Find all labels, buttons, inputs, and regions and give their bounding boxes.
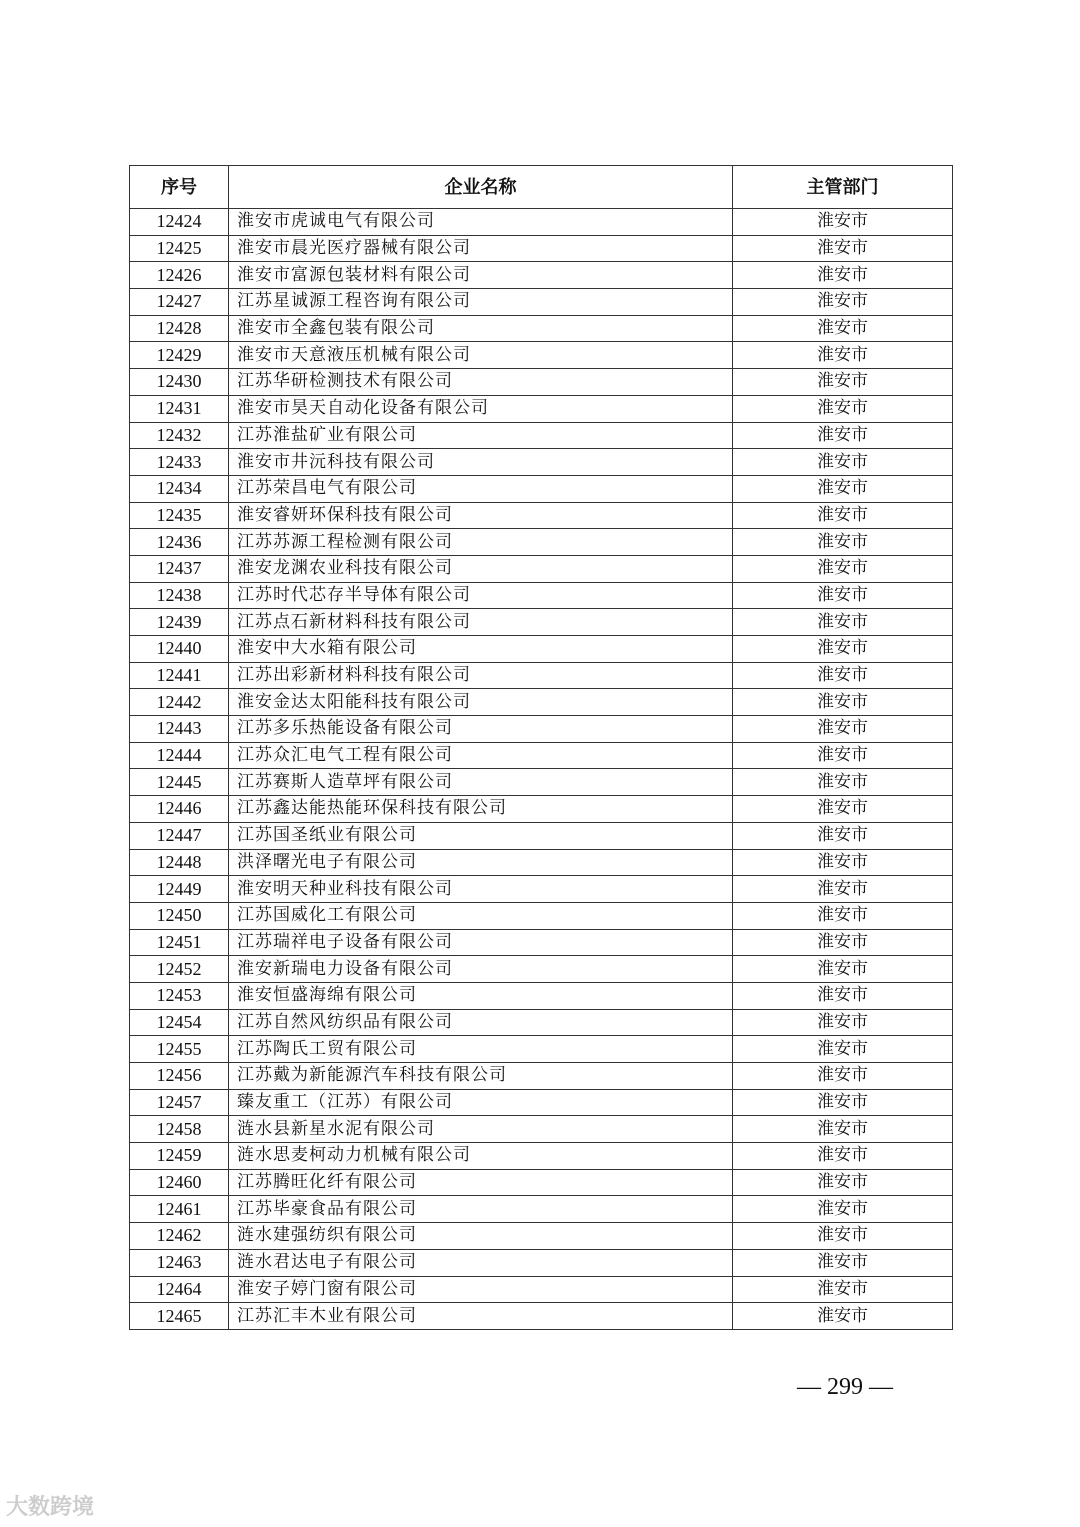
cell-department: 淮安市 [733, 1276, 953, 1303]
table-row [130, 822, 953, 849]
table-row [130, 315, 953, 342]
cell-department: 淮安市 [733, 902, 953, 929]
table-row [130, 849, 953, 876]
cell-department: 淮安市 [733, 1009, 953, 1036]
cell-serial: 12457 [130, 1089, 229, 1116]
cell-department: 淮安市 [733, 422, 953, 449]
cell-company-name: 洪泽曙光电子有限公司 [229, 849, 733, 876]
table-row [130, 876, 953, 903]
table-row [130, 982, 953, 1009]
cell-company-name: 淮安市全鑫包装有限公司 [229, 315, 733, 342]
cell-company-name: 涟水县新星水泥有限公司 [229, 1116, 733, 1143]
cell-company-name: 淮安恒盛海绵有限公司 [229, 982, 733, 1009]
header-serial: 序号 [130, 166, 229, 209]
cell-serial: 12443 [130, 716, 229, 743]
cell-company-name: 江苏点石新材料科技有限公司 [229, 609, 733, 636]
enterprise-table [129, 165, 953, 1330]
cell-serial: 12430 [130, 369, 229, 396]
cell-company-name: 淮安龙渊农业科技有限公司 [229, 555, 733, 582]
cell-department: 淮安市 [733, 769, 953, 796]
cell-serial: 12441 [130, 662, 229, 689]
cell-company-name: 淮安金达太阳能科技有限公司 [229, 689, 733, 716]
table-row [130, 1036, 953, 1063]
cell-serial: 12429 [130, 342, 229, 369]
table-row [130, 796, 953, 823]
cell-department: 淮安市 [733, 475, 953, 502]
cell-department: 淮安市 [733, 1143, 953, 1170]
cell-company-name: 淮安明天种业科技有限公司 [229, 876, 733, 903]
cell-company-name: 淮安子婷门窗有限公司 [229, 1276, 733, 1303]
cell-company-name: 江苏星诚源工程咨询有限公司 [229, 289, 733, 316]
cell-department: 淮安市 [733, 636, 953, 663]
table-row [130, 369, 953, 396]
cell-department: 淮安市 [733, 315, 953, 342]
cell-company-name: 淮安市晨光医疗器械有限公司 [229, 235, 733, 262]
cell-department: 淮安市 [733, 289, 953, 316]
cell-department: 淮安市 [733, 262, 953, 289]
cell-serial: 12448 [130, 849, 229, 876]
table-row [130, 1303, 953, 1330]
cell-company-name: 淮安中大水箱有限公司 [229, 636, 733, 663]
cell-serial: 12444 [130, 742, 229, 769]
table-row [130, 1143, 953, 1170]
cell-company-name: 江苏苏源工程检测有限公司 [229, 529, 733, 556]
cell-serial: 12433 [130, 449, 229, 476]
table-row [130, 689, 953, 716]
header-department: 主管部门 [733, 166, 953, 209]
table-row [130, 1249, 953, 1276]
table-row [130, 342, 953, 369]
cell-serial: 12426 [130, 262, 229, 289]
page-number: — 299 — [797, 1374, 893, 1400]
cell-department: 淮安市 [733, 1303, 953, 1330]
cell-serial: 12446 [130, 796, 229, 823]
cell-company-name: 淮安市井沅科技有限公司 [229, 449, 733, 476]
cell-department: 淮安市 [733, 1063, 953, 1090]
table-row [130, 662, 953, 689]
table-row [130, 769, 953, 796]
table-row [130, 502, 953, 529]
table-row [130, 1089, 953, 1116]
table-row [130, 1169, 953, 1196]
cell-serial: 12449 [130, 876, 229, 903]
table-row [130, 1063, 953, 1090]
cell-department: 淮安市 [733, 1116, 953, 1143]
cell-company-name: 江苏毕豪食品有限公司 [229, 1196, 733, 1223]
cell-serial: 12454 [130, 1009, 229, 1036]
cell-company-name: 江苏荣昌电气有限公司 [229, 475, 733, 502]
table-row [130, 1276, 953, 1303]
cell-department: 淮安市 [733, 849, 953, 876]
cell-serial: 12463 [130, 1249, 229, 1276]
cell-serial: 12424 [130, 209, 229, 236]
cell-serial: 12435 [130, 502, 229, 529]
table-row [130, 289, 953, 316]
cell-serial: 12434 [130, 475, 229, 502]
table-row [130, 422, 953, 449]
table-row [130, 235, 953, 262]
cell-serial: 12451 [130, 929, 229, 956]
cell-department: 淮安市 [733, 235, 953, 262]
cell-company-name: 江苏国圣纸业有限公司 [229, 822, 733, 849]
cell-serial: 12458 [130, 1116, 229, 1143]
cell-serial: 12438 [130, 582, 229, 609]
table-row [130, 449, 953, 476]
cell-company-name: 臻友重工（江苏）有限公司 [229, 1089, 733, 1116]
cell-serial: 12460 [130, 1169, 229, 1196]
cell-company-name: 江苏自然风纺织品有限公司 [229, 1009, 733, 1036]
cell-serial: 12440 [130, 636, 229, 663]
cell-serial: 12459 [130, 1143, 229, 1170]
cell-serial: 12447 [130, 822, 229, 849]
cell-serial: 12431 [130, 395, 229, 422]
cell-company-name: 江苏时代芯存半导体有限公司 [229, 582, 733, 609]
cell-company-name: 淮安市富源包装材料有限公司 [229, 262, 733, 289]
cell-serial: 12436 [130, 529, 229, 556]
cell-serial: 12453 [130, 982, 229, 1009]
table-row [130, 475, 953, 502]
table-row [130, 636, 953, 663]
cell-department: 淮安市 [733, 502, 953, 529]
cell-company-name: 江苏鑫达能热能环保科技有限公司 [229, 796, 733, 823]
cell-company-name: 江苏汇丰木业有限公司 [229, 1303, 733, 1330]
table-row [130, 742, 953, 769]
cell-department: 淮安市 [733, 982, 953, 1009]
cell-department: 淮安市 [733, 1089, 953, 1116]
cell-department: 淮安市 [733, 796, 953, 823]
cell-company-name: 江苏戴为新能源汽车科技有限公司 [229, 1063, 733, 1090]
cell-department: 淮安市 [733, 609, 953, 636]
table-row [130, 716, 953, 743]
table-row [130, 529, 953, 556]
cell-serial: 12455 [130, 1036, 229, 1063]
table-row [130, 1116, 953, 1143]
cell-company-name: 淮安市昊天自动化设备有限公司 [229, 395, 733, 422]
cell-department: 淮安市 [733, 342, 953, 369]
cell-company-name: 江苏腾旺化纤有限公司 [229, 1169, 733, 1196]
cell-serial: 12450 [130, 902, 229, 929]
cell-department: 淮安市 [733, 209, 953, 236]
cell-company-name: 淮安新瑞电力设备有限公司 [229, 956, 733, 983]
cell-company-name: 淮安睿妍环保科技有限公司 [229, 502, 733, 529]
table-row [130, 395, 953, 422]
cell-department: 淮安市 [733, 876, 953, 903]
cell-serial: 12427 [130, 289, 229, 316]
cell-company-name: 江苏赛斯人造草坪有限公司 [229, 769, 733, 796]
table-row [130, 1009, 953, 1036]
cell-department: 淮安市 [733, 555, 953, 582]
cell-department: 淮安市 [733, 822, 953, 849]
cell-department: 淮安市 [733, 395, 953, 422]
header-company-name: 企业名称 [229, 166, 733, 209]
cell-serial: 12445 [130, 769, 229, 796]
cell-company-name: 涟水君达电子有限公司 [229, 1249, 733, 1276]
cell-company-name: 江苏出彩新材料科技有限公司 [229, 662, 733, 689]
cell-serial: 12452 [130, 956, 229, 983]
cell-company-name: 江苏国威化工有限公司 [229, 902, 733, 929]
cell-company-name: 江苏华研检测技术有限公司 [229, 369, 733, 396]
cell-company-name: 涟水思麦柯动力机械有限公司 [229, 1143, 733, 1170]
cell-serial: 12464 [130, 1276, 229, 1303]
cell-department: 淮安市 [733, 1169, 953, 1196]
cell-company-name: 淮安市虎诚电气有限公司 [229, 209, 733, 236]
table-row [130, 956, 953, 983]
table-row [130, 929, 953, 956]
table-row [130, 582, 953, 609]
cell-department: 淮安市 [733, 449, 953, 476]
cell-serial: 12425 [130, 235, 229, 262]
cell-serial: 12456 [130, 1063, 229, 1090]
table-row [130, 555, 953, 582]
table-row [130, 1223, 953, 1250]
table-row [130, 902, 953, 929]
cell-serial: 12432 [130, 422, 229, 449]
table-header-row [130, 166, 953, 209]
cell-department: 淮安市 [733, 529, 953, 556]
cell-company-name: 江苏陶氏工贸有限公司 [229, 1036, 733, 1063]
cell-serial: 12437 [130, 555, 229, 582]
table-row [130, 609, 953, 636]
cell-company-name: 涟水建强纺织有限公司 [229, 1223, 733, 1250]
cell-company-name: 江苏多乐热能设备有限公司 [229, 716, 733, 743]
table-row [130, 262, 953, 289]
cell-department: 淮安市 [733, 716, 953, 743]
table-row [130, 1196, 953, 1223]
cell-department: 淮安市 [733, 582, 953, 609]
cell-department: 淮安市 [733, 956, 953, 983]
cell-serial: 12439 [130, 609, 229, 636]
cell-company-name: 江苏瑞祥电子设备有限公司 [229, 929, 733, 956]
cell-serial: 12461 [130, 1196, 229, 1223]
cell-company-name: 江苏众汇电气工程有限公司 [229, 742, 733, 769]
cell-department: 淮安市 [733, 742, 953, 769]
cell-department: 淮安市 [733, 1249, 953, 1276]
cell-department: 淮安市 [733, 662, 953, 689]
cell-serial: 12465 [130, 1303, 229, 1330]
cell-department: 淮安市 [733, 369, 953, 396]
cell-company-name: 江苏淮盐矿业有限公司 [229, 422, 733, 449]
cell-department: 淮安市 [733, 1036, 953, 1063]
cell-department: 淮安市 [733, 689, 953, 716]
cell-serial: 12428 [130, 315, 229, 342]
table-row [130, 209, 953, 236]
cell-serial: 12442 [130, 689, 229, 716]
cell-department: 淮安市 [733, 1223, 953, 1250]
cell-company-name: 淮安市天意液压机械有限公司 [229, 342, 733, 369]
watermark-logo: 大数跨境 [6, 1495, 95, 1520]
cell-department: 淮安市 [733, 929, 953, 956]
cell-serial: 12462 [130, 1223, 229, 1250]
cell-department: 淮安市 [733, 1196, 953, 1223]
